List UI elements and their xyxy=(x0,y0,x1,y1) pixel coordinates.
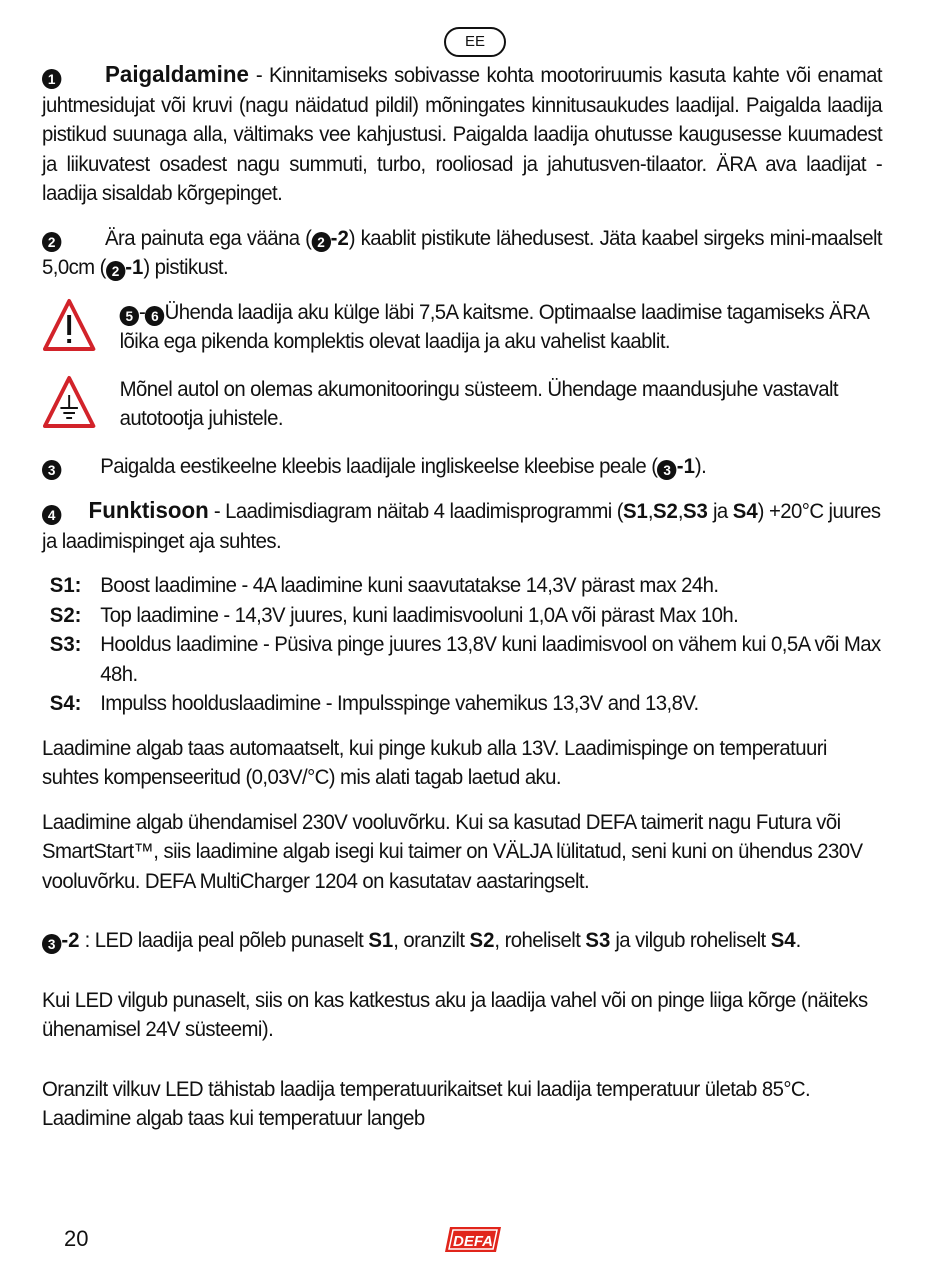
paragraph-temperature: Oranzilt vilkuv LED tähistab laadija temperatuurikaitset kui laadija temperatuur ületab 85°C. Laadimine algab taas kui temperatuur langeb xyxy=(42,1077,811,1130)
section-installation xyxy=(42,60,882,209)
section-text-cable-c: ) pistikust. xyxy=(143,256,229,279)
warning-fuse xyxy=(42,298,882,360)
program-label: S3: xyxy=(49,633,82,656)
program-ref-s4: S4 xyxy=(770,929,796,952)
comma: , xyxy=(677,500,683,523)
section-cable xyxy=(42,224,882,283)
section-text-function-b: ) +20°C juures ja laadimispinget aja suhtes. xyxy=(42,500,881,553)
warning-fuse-text xyxy=(120,298,882,357)
program-label: S4: xyxy=(49,692,82,715)
conjunction: ja xyxy=(707,500,733,523)
defa-logo xyxy=(444,1225,502,1253)
program-ref-s2: S2 xyxy=(469,929,495,952)
step-number-5: 5 xyxy=(120,306,139,326)
language-badge: EE xyxy=(444,27,506,57)
section-title-function: Funktisoon xyxy=(88,497,209,523)
step-number-1: 1 xyxy=(42,69,61,89)
step-number-4: 4 xyxy=(42,505,61,525)
ref-number: 2 xyxy=(106,261,125,281)
program-text: Top laadimine - 14,3V juures, kuni laadimisvooluni 1,0A või pärast Max 10h. xyxy=(100,603,739,627)
led-text-b: , oranzilt xyxy=(393,929,470,952)
section-text-cable-b: ) kaablit pistikute lähedusest. Jäta kaabel sirgeks mini-maalselt 5,0cm ( xyxy=(42,226,883,279)
content xyxy=(42,60,882,1134)
page-number: 20 xyxy=(64,1226,89,1251)
program-text: Impulss hoolduslaadimine - Impulsspinge vahemikus 13,3V and 13,8V. xyxy=(100,692,699,715)
program-item xyxy=(42,601,882,631)
led-text-e: . xyxy=(795,929,801,952)
program-list xyxy=(42,571,882,719)
step-number-6: 6 xyxy=(145,306,164,326)
program-text: Hooldus laadimine - Püsiva pinge juures 13,8V kuni laadimisvool on vähem kui 0,5A või Max 48h. xyxy=(100,633,881,686)
program-ref-s4: S4 xyxy=(732,500,758,523)
step-number-2: 2 xyxy=(42,232,61,252)
comma: , xyxy=(647,500,653,523)
section-text-sticker-a: Paigalda eestikeelne kleebis laadijale ingliskeelse kleebise peale ( xyxy=(100,454,658,478)
ground-triangle-icon xyxy=(42,375,96,429)
ref-suffix: -1 xyxy=(125,256,144,279)
led-text-c: , roheliselt xyxy=(494,929,586,952)
section-sticker xyxy=(42,452,882,482)
program-ref-s3: S3 xyxy=(682,500,708,523)
program-label: S1: xyxy=(49,574,82,597)
led-description xyxy=(42,926,882,956)
program-text: Boost laadimine - 4A laadimine kuni saavutatakse 14,3V pärast max 24h. xyxy=(100,574,719,597)
step-number-3: 3 xyxy=(42,460,61,480)
paragraph-network: Laadimine algab ühendamisel 230V vooluvõrku. Kui sa kasutad DEFA taimerit nagu Futura või SmartStart™, siis laadimine algab isegi kui taimer on VÄLJA lülitatud, seni kuni on ühendus 230V vooluvõrku. DEFA MultiCharger 1204 on kasutatav aastaringselt. xyxy=(42,810,863,893)
program-ref-s1: S1 xyxy=(622,500,648,523)
program-item xyxy=(42,571,882,601)
paragraph-restart: Laadimine algab taas automaatselt, kui pinge kukub alla 13V. Laadimispinge on temperatuuri suhtes kompenseeritud (0,03V/°C) mis alati tagab laetud aku. xyxy=(42,736,827,789)
led-text-d: ja vilgub roheliselt xyxy=(610,929,771,952)
section-title-installation: Paigaldamine xyxy=(105,61,249,87)
logo-text: DEFA xyxy=(452,1233,494,1250)
program-label: S2: xyxy=(49,603,82,627)
warning-triangle-icon xyxy=(42,298,96,352)
ref-number: 2 xyxy=(311,232,330,252)
section-function xyxy=(42,496,882,556)
ref-suffix: -1 xyxy=(676,454,695,478)
section-text-installation: - Kinnitamiseks sobivasse kohta mootoriruumis kasuta kahte või enamat juhtmesidujat või kruvi (nagu näidatud pildil) mõningates kinnitusaukudes laadijal. Paigalda laadija pistikud suunaga alla, vältimaks vee kahjustusi. Paigalda laadija ohutusse kaugusesse kuumadest ja liikuvatest osadest nagu summuti, turbo, rooliosad ja jahutusven-tilaator. ÄRA ava laadijat - laadija sisaldab kõrgepinget. xyxy=(42,64,883,205)
program-item xyxy=(42,630,882,689)
paragraph-fault: Kui LED vilgub punaselt, siis on kas katkestus aku ja laadija vahel või on pinge liiga kõrge (näiteks ühenamisel 24V süsteemi). xyxy=(42,988,868,1041)
warning-ground-text: Mõnel autol on olemas akumonitooringu süsteem. Ühendage maandusjuhe vastavalt autotootja juhistele. xyxy=(119,377,839,430)
led-text-a: : LED laadija peal põleb punaselt xyxy=(79,929,369,952)
warning-ground xyxy=(42,375,882,437)
warning-fuse-body: Ühenda laadija aku külge läbi 7,5A kaitsme. Optimaalse laadimise tagamiseks ÄRA lõika ega pikenda komplektis olevat laadija ja aku vahelist kaablit. xyxy=(119,300,869,353)
section-text-function-a: - Laadimisdiagram näitab 4 laadimisprogrammi ( xyxy=(208,500,623,523)
program-ref-s2: S2 xyxy=(652,500,678,523)
ref-suffix: -2 xyxy=(330,226,349,250)
section-text-cable-a: Ära painuta ega vääna ( xyxy=(105,226,312,250)
dash: - xyxy=(139,300,146,324)
section-text-sticker-b: ). xyxy=(694,454,707,478)
program-ref-s3: S3 xyxy=(585,929,611,952)
program-item xyxy=(42,689,882,719)
ref-number: 3 xyxy=(657,460,676,480)
ref-suffix: -2 xyxy=(61,929,80,952)
program-ref-s1: S1 xyxy=(368,929,394,952)
step-number-3: 3 xyxy=(42,934,61,954)
